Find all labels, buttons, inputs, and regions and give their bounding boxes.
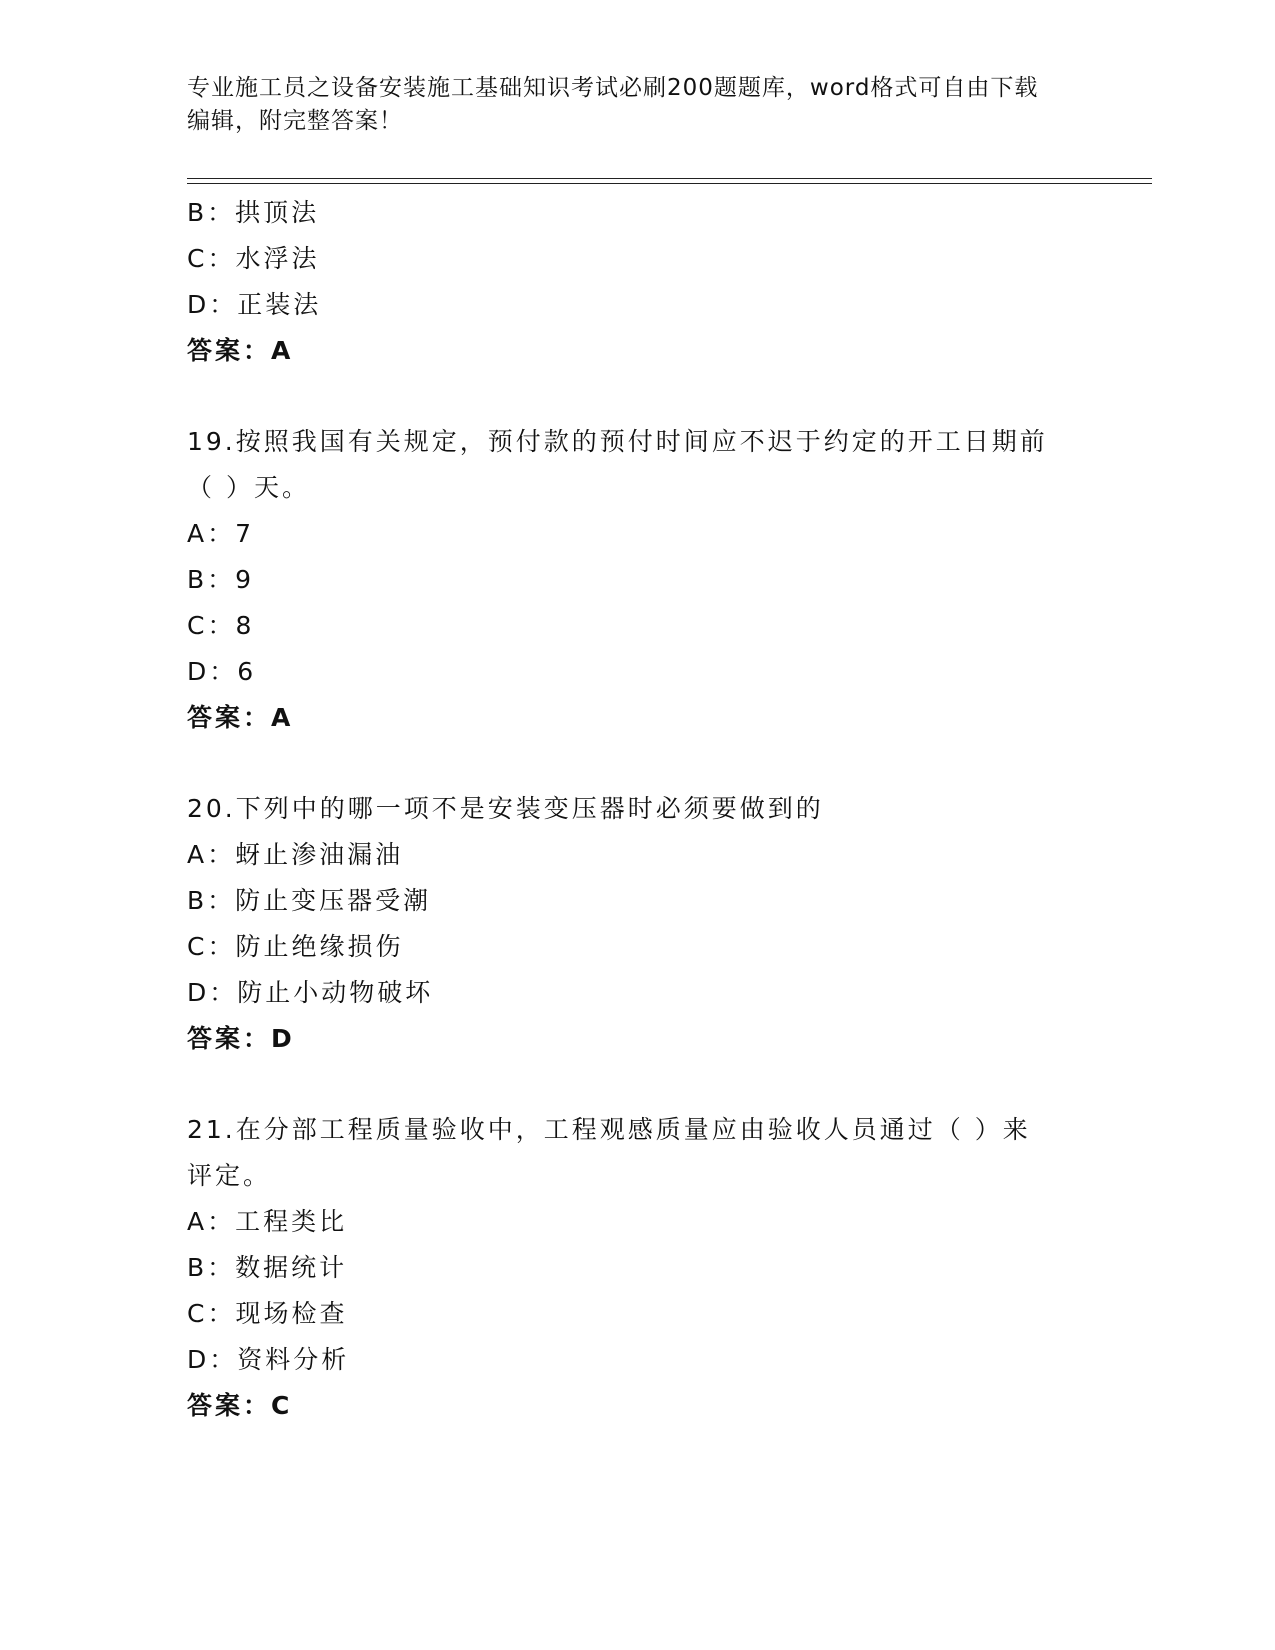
answer-line: 答案：D	[187, 1024, 295, 1053]
option-d: D：6	[187, 657, 257, 686]
option-b: B：9	[187, 565, 255, 594]
option-a: A：蚜止渗油漏油	[187, 840, 404, 869]
option-d: D：资料分析	[187, 1345, 350, 1374]
option-b: B：数据统计	[187, 1253, 348, 1282]
answer-line: 答案：A	[187, 336, 294, 365]
answer-line: 答案：C	[187, 1391, 293, 1420]
option-b: B：拱顶法	[187, 198, 320, 227]
question-stem-line: （ ）天。	[187, 473, 310, 502]
question-20	[187, 786, 1087, 1062]
document-header	[187, 72, 1087, 138]
header-line-2: 编辑，附完整答案！	[187, 108, 403, 134]
header-divider-top	[187, 178, 1152, 179]
option-d: D：防止小动物破坏	[187, 978, 434, 1007]
header-line-1: 专业施工员之设备安装施工基础知识考试必刷200题题库，word格式可自由下载	[187, 75, 1039, 101]
option-c: C：水浮法	[187, 244, 320, 273]
question-stem-line: 21.在分部工程质量验收中，工程观感质量应由验收人员通过（ ）来	[187, 1115, 1031, 1144]
question-18-continued	[187, 190, 1087, 374]
option-c: C：防止绝缘损伤	[187, 932, 404, 961]
question-content	[187, 190, 1087, 1429]
question-21	[187, 1107, 1087, 1429]
question-stem-line: 20.下列中的哪一项不是安装变压器时必须要做到的	[187, 794, 824, 823]
option-b: B：防止变压器受潮	[187, 886, 432, 915]
question-stem-line: 评定。	[187, 1161, 272, 1190]
option-a: A：工程类比	[187, 1207, 348, 1236]
option-a: A：7	[187, 519, 255, 548]
option-d: D：正装法	[187, 290, 322, 319]
option-c: C：8	[187, 611, 255, 640]
answer-line: 答案：A	[187, 703, 294, 732]
question-stem-line: 19.按照我国有关规定，预付款的预付时间应不迟于约定的开工日期前	[187, 427, 1048, 456]
header-divider-bottom	[187, 183, 1152, 184]
question-19	[187, 419, 1087, 741]
option-c: C：现场检查	[187, 1299, 348, 1328]
